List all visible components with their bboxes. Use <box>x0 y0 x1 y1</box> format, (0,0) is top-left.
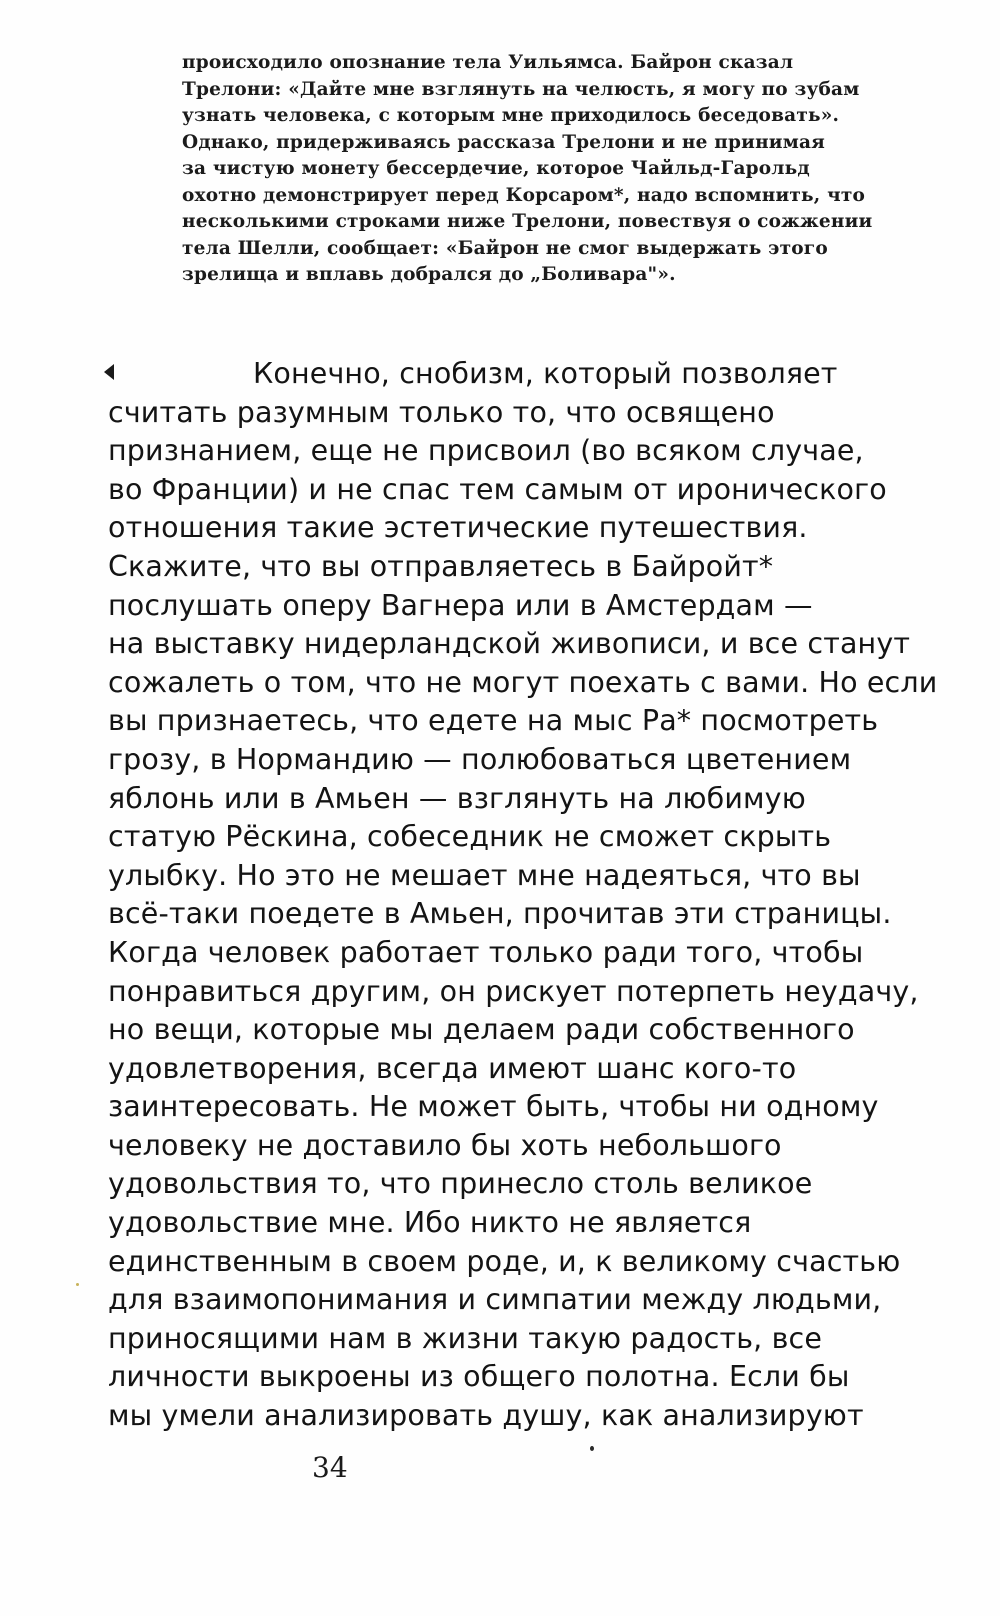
footnote-line: Однако, придерживаясь рассказа Трелони и не принимая <box>182 131 826 153</box>
paragraph-line: всё-таки поедете в Амьен, прочитав эти страницы. <box>108 897 892 931</box>
footnote-line: зрелища и вплавь добрался до „Боливара"». <box>182 264 676 285</box>
paragraph-line: статую Рёскина, собеседник не сможет скрыть <box>108 820 832 854</box>
paragraph-line: Скажите, что вы отправляетесь в Байройт* <box>108 549 774 583</box>
footnote-line: охотно демонстрирует перед Корсаром*, надо вспомнить, что <box>182 184 866 206</box>
paragraph-line: удовольствие мне. Ибо никто не является <box>108 1206 752 1240</box>
paragraph-line: на выставку нидерландской живописи, и все станут <box>108 627 911 661</box>
footnote-line: Трелони: «Дайте мне взглянуть на челюсть, я могу по зубам <box>182 78 860 100</box>
paragraph-line: понравиться другим, он рискует потерпеть неудачу, <box>108 974 919 1008</box>
paragraph-line: человеку не доставило бы хоть небольшого <box>108 1128 782 1162</box>
paragraph-line: во Франции) и не спас тем самым от иронического <box>108 472 887 506</box>
paragraph-line: грозу, в Нормандию — полюбоваться цветением <box>108 742 852 776</box>
footnote-line: несколькими строками ниже Трелони, повествуя о сожжении <box>182 211 873 232</box>
print-speck <box>590 1446 594 1451</box>
paragraph-line: приносящими нам в жизни такую радость, все <box>108 1321 823 1355</box>
footnote-line: узнать человека, с которым мне приходилось беседовать». <box>182 105 840 126</box>
footnote-block <box>182 50 882 289</box>
paragraph-line: вы признаетесь, что едете на мыс Ра* посмотреть <box>108 704 879 738</box>
paragraph-line: сожалеть о том, что не могут поехать с вами. Но если <box>108 665 938 699</box>
paragraph-line: считать разумным только то, что освящено <box>108 395 775 429</box>
paragraph-line: удовлетворения, всегда имеют шанс кого-то <box>108 1051 797 1085</box>
footnote-line: за чистую монету бессердечие, которое Чайльд-Гарольд <box>182 158 810 179</box>
paragraph-line: Конечно, снобизм, который позволяет <box>253 357 838 390</box>
paragraph-line: личности выкроены из общего полотна. Если бы <box>108 1360 850 1394</box>
paragraph-line: удовольствия то, что принесло столь великое <box>108 1167 813 1201</box>
paragraph-line: заинтересовать. Не может быть, чтобы ни одному <box>108 1090 879 1124</box>
footnote-line: тела Шелли, сообщает: «Байрон не смог выдержать этого <box>182 237 828 259</box>
footnote-line: происходило опознание тела Уильямса. Байрон сказал <box>182 52 794 73</box>
main-paragraph <box>108 355 968 1436</box>
paragraph-line: признанием, еще не присвоил (во всяком случае, <box>108 434 864 468</box>
paragraph-line: Когда человек работает только ради того, чтобы <box>108 935 864 969</box>
paragraph-line: яблонь или в Амьен — взглянуть на любимую <box>108 781 806 815</box>
paragraph-line: мы умели анализировать душу, как анализируют <box>108 1399 864 1433</box>
paragraph-line: отношения такие эстетические путешествия. <box>108 511 808 545</box>
paragraph-line: улыбку. Но это не мешает мне надеяться, что вы <box>108 858 861 892</box>
paragraph-line: для взаимопонимания и симпатии между людьми, <box>108 1283 882 1317</box>
paragraph-line: но вещи, которые мы делаем ради собственного <box>108 1013 855 1047</box>
page-number: 34 <box>312 1451 348 1484</box>
print-speck <box>76 1283 79 1286</box>
paragraph-line: послушать оперу Вагнера или в Амстердам — <box>108 588 813 622</box>
paragraph-line: единственным в своем роде, и, к великому счастью <box>108 1244 901 1278</box>
